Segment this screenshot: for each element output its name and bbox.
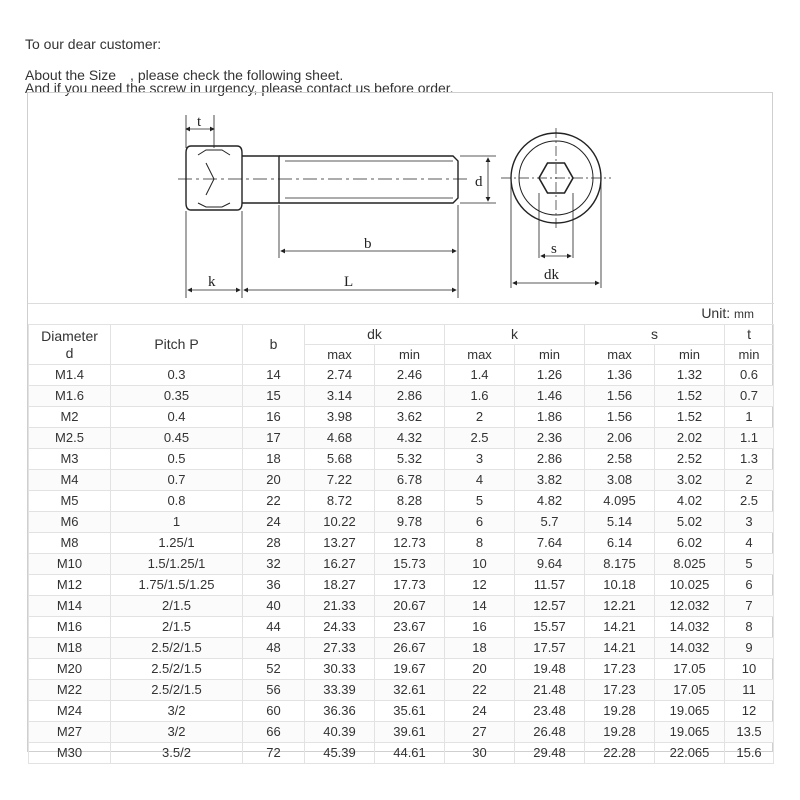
- cell-pitch: 0.45: [111, 428, 243, 449]
- cell-s-min: 1.52: [655, 386, 725, 407]
- cell-dk-min: 23.67: [375, 617, 445, 638]
- cell-s-min: 10.025: [655, 575, 725, 596]
- cell-dk-min: 26.67: [375, 638, 445, 659]
- size-sheet: [27, 92, 773, 760]
- cell-k-min: 1.26: [515, 365, 585, 386]
- table-body: [29, 365, 774, 764]
- intro-size-note: About the Size , please check the following sheet.: [25, 67, 344, 83]
- cell-s-max: 19.28: [585, 701, 655, 722]
- cell-b: 72: [243, 743, 305, 764]
- cell-dk-max: 3.98: [305, 407, 375, 428]
- cell-t-min: 9: [725, 638, 774, 659]
- cell-b: 15: [243, 386, 305, 407]
- screw-dimension-diagram: [28, 93, 774, 303]
- cell-diameter: M1.6: [29, 386, 111, 407]
- table-row: [29, 533, 774, 554]
- table-row: [29, 491, 774, 512]
- cell-diameter: M16: [29, 617, 111, 638]
- cell-s-max: 5.14: [585, 512, 655, 533]
- cell-b: 28: [243, 533, 305, 554]
- cell-dk-min: 8.28: [375, 491, 445, 512]
- cell-k-max: 20: [445, 659, 515, 680]
- cell-s-min: 19.065: [655, 701, 725, 722]
- cell-s-max: 12.21: [585, 596, 655, 617]
- cell-t-min: 7: [725, 596, 774, 617]
- table-row: [29, 449, 774, 470]
- cell-pitch: 0.8: [111, 491, 243, 512]
- cell-dk-min: 17.73: [375, 575, 445, 596]
- cell-t-min: 11: [725, 680, 774, 701]
- cell-t-min: 12: [725, 701, 774, 722]
- cell-k-max: 22: [445, 680, 515, 701]
- cell-k-min: 15.57: [515, 617, 585, 638]
- table-row: [29, 617, 774, 638]
- cell-dk-min: 39.61: [375, 722, 445, 743]
- cell-k-max: 2: [445, 407, 515, 428]
- table-row: [29, 470, 774, 491]
- cell-dk-max: 2.74: [305, 365, 375, 386]
- cell-s-max: 14.21: [585, 617, 655, 638]
- cell-s-min: 6.02: [655, 533, 725, 554]
- table-row: [29, 680, 774, 701]
- cell-dk-max: 7.22: [305, 470, 375, 491]
- cell-k-max: 10: [445, 554, 515, 575]
- cell-diameter: M22: [29, 680, 111, 701]
- cell-b: 40: [243, 596, 305, 617]
- cell-diameter: M3: [29, 449, 111, 470]
- cell-t-min: 13.5: [725, 722, 774, 743]
- cell-s-min: 14.032: [655, 617, 725, 638]
- cell-diameter: M8: [29, 533, 111, 554]
- header-dk-max: max: [305, 345, 375, 365]
- cell-s-min: 1.52: [655, 407, 725, 428]
- cell-k-min: 3.82: [515, 470, 585, 491]
- cell-dk-max: 8.72: [305, 491, 375, 512]
- screw-size-table: [28, 324, 774, 764]
- table-row: [29, 596, 774, 617]
- label-k: k: [208, 274, 216, 290]
- screw-thread-outline: [279, 156, 458, 203]
- table-row: [29, 554, 774, 575]
- cell-pitch: 0.3: [111, 365, 243, 386]
- cell-k-max: 27: [445, 722, 515, 743]
- table-row: [29, 659, 774, 680]
- cell-dk-min: 20.67: [375, 596, 445, 617]
- cell-k-max: 14: [445, 596, 515, 617]
- cell-t-min: 6: [725, 575, 774, 596]
- cell-t-min: 3: [725, 512, 774, 533]
- cell-k-max: 16: [445, 617, 515, 638]
- cell-dk-min: 2.46: [375, 365, 445, 386]
- unit-row: [28, 303, 774, 324]
- header-t: t: [725, 325, 774, 345]
- cell-dk-min: 9.78: [375, 512, 445, 533]
- cell-pitch: 1: [111, 512, 243, 533]
- cell-s-max: 19.28: [585, 722, 655, 743]
- cell-pitch: 2.5/2/1.5: [111, 680, 243, 701]
- cell-s-max: 6.14: [585, 533, 655, 554]
- cell-dk-max: 5.68: [305, 449, 375, 470]
- cell-k-max: 2.5: [445, 428, 515, 449]
- cell-dk-max: 13.27: [305, 533, 375, 554]
- table-row: [29, 575, 774, 596]
- label-dk: dk: [544, 267, 559, 283]
- cell-pitch: 0.35: [111, 386, 243, 407]
- cell-b: 60: [243, 701, 305, 722]
- cell-dk-min: 2.86: [375, 386, 445, 407]
- cell-pitch: 0.7: [111, 470, 243, 491]
- cell-k-max: 12: [445, 575, 515, 596]
- cell-s-min: 17.05: [655, 680, 725, 701]
- cell-k-min: 11.57: [515, 575, 585, 596]
- table-row: [29, 512, 774, 533]
- label-t: t: [197, 114, 202, 130]
- table-row: [29, 638, 774, 659]
- cell-diameter: M4: [29, 470, 111, 491]
- cell-s-min: 14.032: [655, 638, 725, 659]
- cell-b: 22: [243, 491, 305, 512]
- header-k-max: max: [445, 345, 515, 365]
- cell-k-min: 17.57: [515, 638, 585, 659]
- cell-k-min: 4.82: [515, 491, 585, 512]
- table-row: [29, 701, 774, 722]
- header-b: b: [243, 325, 305, 365]
- cell-diameter: M5: [29, 491, 111, 512]
- cell-pitch: 3/2: [111, 722, 243, 743]
- cell-s-min: 1.32: [655, 365, 725, 386]
- cell-t-min: 1: [725, 407, 774, 428]
- label-s: s: [551, 241, 557, 257]
- cell-b: 52: [243, 659, 305, 680]
- cell-t-min: 15.6: [725, 743, 774, 764]
- cell-diameter: M1.4: [29, 365, 111, 386]
- cell-dk-max: 4.68: [305, 428, 375, 449]
- cell-b: 32: [243, 554, 305, 575]
- header-diameter-symbol: d: [65, 344, 74, 361]
- header-dk: dk: [305, 325, 445, 345]
- cell-diameter: M30: [29, 743, 111, 764]
- table-row: [29, 386, 774, 407]
- cell-s-max: 10.18: [585, 575, 655, 596]
- cell-k-max: 30: [445, 743, 515, 764]
- table-row: [29, 743, 774, 764]
- cell-dk-min: 6.78: [375, 470, 445, 491]
- cell-b: 66: [243, 722, 305, 743]
- cell-dk-min: 5.32: [375, 449, 445, 470]
- cell-t-min: 1.1: [725, 428, 774, 449]
- cell-s-min: 19.065: [655, 722, 725, 743]
- cell-k-min: 12.57: [515, 596, 585, 617]
- cell-pitch: 2.5/2/1.5: [111, 659, 243, 680]
- cell-s-max: 8.175: [585, 554, 655, 575]
- cell-t-min: 0.7: [725, 386, 774, 407]
- cell-dk-min: 35.61: [375, 701, 445, 722]
- cell-diameter: M20: [29, 659, 111, 680]
- cell-t-min: 8: [725, 617, 774, 638]
- cell-b: 48: [243, 638, 305, 659]
- unit-caption: Unit:: [701, 305, 731, 321]
- unit-value: mm: [734, 307, 754, 321]
- cell-t-min: 4: [725, 533, 774, 554]
- cell-pitch: 2/1.5: [111, 596, 243, 617]
- header-t-min: min: [725, 345, 774, 365]
- screw-shank-outline: [242, 156, 279, 203]
- table-row: [29, 428, 774, 449]
- cell-k-max: 3: [445, 449, 515, 470]
- cell-t-min: 10: [725, 659, 774, 680]
- label-L: L: [344, 274, 354, 290]
- intro-greeting: To our dear customer:: [25, 36, 162, 52]
- cell-dk-max: 18.27: [305, 575, 375, 596]
- cell-k-min: 29.48: [515, 743, 585, 764]
- cell-b: 24: [243, 512, 305, 533]
- cell-b: 44: [243, 617, 305, 638]
- header-diameter: [29, 325, 111, 365]
- cell-s-min: 2.52: [655, 449, 725, 470]
- cell-s-max: 1.56: [585, 386, 655, 407]
- header-dk-min: min: [375, 345, 445, 365]
- cell-k-min: 9.64: [515, 554, 585, 575]
- cell-t-min: 2: [725, 470, 774, 491]
- cell-diameter: M2: [29, 407, 111, 428]
- cell-dk-min: 44.61: [375, 743, 445, 764]
- cell-k-max: 18: [445, 638, 515, 659]
- cell-k-max: 6: [445, 512, 515, 533]
- cell-s-max: 3.08: [585, 470, 655, 491]
- cell-k-min: 1.86: [515, 407, 585, 428]
- cell-s-min: 8.025: [655, 554, 725, 575]
- cell-b: 18: [243, 449, 305, 470]
- cell-b: 16: [243, 407, 305, 428]
- cell-k-min: 23.48: [515, 701, 585, 722]
- cell-s-max: 2.58: [585, 449, 655, 470]
- cell-diameter: M10: [29, 554, 111, 575]
- cell-dk-max: 27.33: [305, 638, 375, 659]
- cell-dk-max: 10.22: [305, 512, 375, 533]
- table-row: [29, 407, 774, 428]
- table-row: [29, 722, 774, 743]
- cell-dk-min: 4.32: [375, 428, 445, 449]
- cell-diameter: M12: [29, 575, 111, 596]
- cell-pitch: 1.5/1.25/1: [111, 554, 243, 575]
- cell-k-max: 1.6: [445, 386, 515, 407]
- cell-pitch: 2.5/2/1.5: [111, 638, 243, 659]
- cell-dk-max: 36.36: [305, 701, 375, 722]
- header-s-min: min: [655, 345, 725, 365]
- cell-diameter: M27: [29, 722, 111, 743]
- cell-diameter: M18: [29, 638, 111, 659]
- cell-dk-min: 15.73: [375, 554, 445, 575]
- label-b: b: [364, 236, 372, 252]
- cell-s-min: 5.02: [655, 512, 725, 533]
- cell-k-min: 19.48: [515, 659, 585, 680]
- cell-diameter: M6: [29, 512, 111, 533]
- cell-pitch: 0.5: [111, 449, 243, 470]
- label-d: d: [475, 174, 483, 190]
- header-s: s: [585, 325, 725, 345]
- cell-s-min: 12.032: [655, 596, 725, 617]
- cell-dk-max: 45.39: [305, 743, 375, 764]
- cell-s-max: 14.21: [585, 638, 655, 659]
- cell-k-min: 26.48: [515, 722, 585, 743]
- cell-k-max: 4: [445, 470, 515, 491]
- cell-pitch: 2/1.5: [111, 617, 243, 638]
- intro-urgency-note: And if you need the screw in urgency, please contact us before order.: [25, 80, 454, 96]
- cell-dk-max: 40.39: [305, 722, 375, 743]
- cell-dk-max: 33.39: [305, 680, 375, 701]
- cell-dk-min: 12.73: [375, 533, 445, 554]
- cell-k-min: 2.36: [515, 428, 585, 449]
- cell-t-min: 0.6: [725, 365, 774, 386]
- header-k: k: [445, 325, 585, 345]
- cell-s-max: 1.36: [585, 365, 655, 386]
- cell-dk-min: 19.67: [375, 659, 445, 680]
- cell-diameter: M2.5: [29, 428, 111, 449]
- cell-k-max: 24: [445, 701, 515, 722]
- cell-s-max: 1.56: [585, 407, 655, 428]
- cell-dk-max: 3.14: [305, 386, 375, 407]
- cell-s-min: 3.02: [655, 470, 725, 491]
- cell-s-min: 2.02: [655, 428, 725, 449]
- cell-s-max: 22.28: [585, 743, 655, 764]
- cell-s-min: 17.05: [655, 659, 725, 680]
- cell-s-max: 17.23: [585, 659, 655, 680]
- cell-dk-max: 16.27: [305, 554, 375, 575]
- cell-dk-min: 32.61: [375, 680, 445, 701]
- cell-dk-max: 24.33: [305, 617, 375, 638]
- cell-b: 14: [243, 365, 305, 386]
- cell-t-min: 2.5: [725, 491, 774, 512]
- table-row: [29, 365, 774, 386]
- cell-k-min: 2.86: [515, 449, 585, 470]
- cell-k-min: 21.48: [515, 680, 585, 701]
- cell-b: 17: [243, 428, 305, 449]
- cell-k-max: 5: [445, 491, 515, 512]
- cell-k-max: 8: [445, 533, 515, 554]
- cell-k-min: 5.7: [515, 512, 585, 533]
- cell-s-max: 2.06: [585, 428, 655, 449]
- header-diameter-label: Diameter: [41, 327, 98, 344]
- cell-dk-max: 30.33: [305, 659, 375, 680]
- cell-k-min: 1.46: [515, 386, 585, 407]
- cell-diameter: M14: [29, 596, 111, 617]
- cell-k-min: 7.64: [515, 533, 585, 554]
- cell-pitch: 3.5/2: [111, 743, 243, 764]
- cell-t-min: 5: [725, 554, 774, 575]
- cell-t-min: 1.3: [725, 449, 774, 470]
- cell-pitch: 0.4: [111, 407, 243, 428]
- cell-dk-min: 3.62: [375, 407, 445, 428]
- header-s-max: max: [585, 345, 655, 365]
- cell-b: 56: [243, 680, 305, 701]
- cell-s-max: 4.095: [585, 491, 655, 512]
- cell-k-max: 1.4: [445, 365, 515, 386]
- cell-diameter: M24: [29, 701, 111, 722]
- cell-s-max: 17.23: [585, 680, 655, 701]
- cell-s-min: 4.02: [655, 491, 725, 512]
- cell-pitch: 3/2: [111, 701, 243, 722]
- cell-pitch: 1.25/1: [111, 533, 243, 554]
- cell-b: 36: [243, 575, 305, 596]
- cell-pitch: 1.75/1.5/1.25: [111, 575, 243, 596]
- cell-dk-max: 21.33: [305, 596, 375, 617]
- cell-s-min: 22.065: [655, 743, 725, 764]
- cell-b: 20: [243, 470, 305, 491]
- header-k-min: min: [515, 345, 585, 365]
- header-pitch: Pitch P: [111, 325, 243, 365]
- unit-label: [701, 305, 754, 321]
